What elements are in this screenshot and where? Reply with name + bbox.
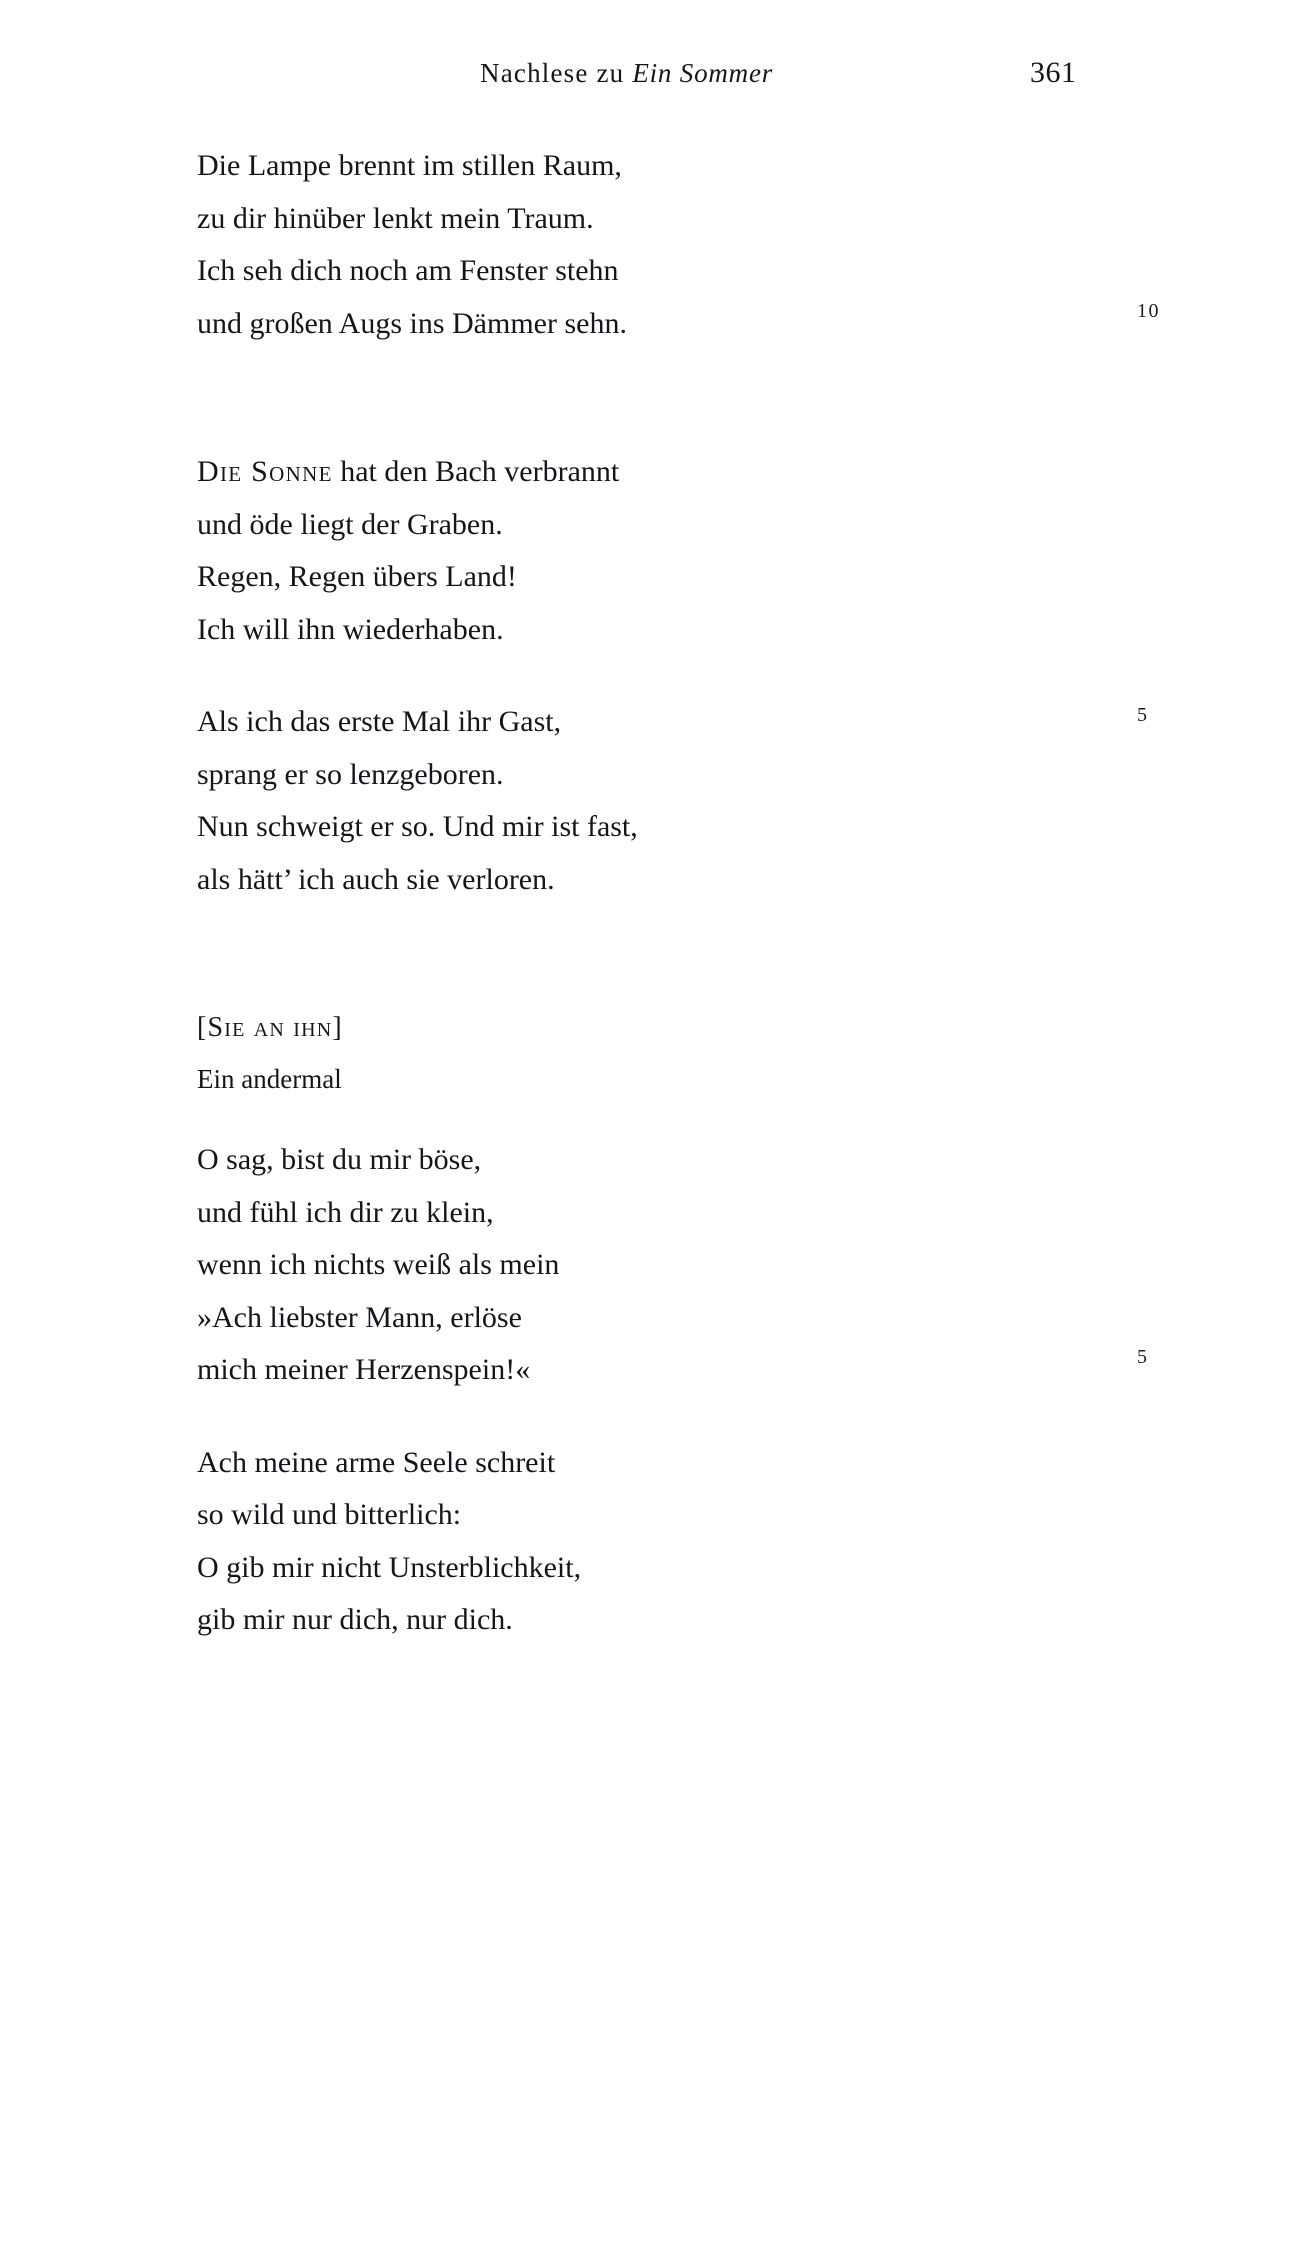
verse-line: und fühl ich dir zu klein, [197,1195,494,1229]
verse-line: O sag, bist du mir böse, [197,1143,482,1176]
verse-line: O gib mir nicht Unsterblichkeit, [197,1550,582,1584]
poem-block-3 [197,1002,1149,1647]
verse-line: Nun schweigt er so. Und mir ist fast, [197,810,638,843]
body-text [197,140,1160,1647]
stanza [197,1437,1097,1647]
verse-number: 5 [1137,704,1149,726]
verse-line: sprang er so lenzgeboren. [197,757,504,791]
verse-line: Ich seh dich noch am Fenster stehn [197,254,619,287]
stanza [197,1134,1149,1397]
verse-line: Die Lampe brennt im stillen Raum, [197,149,622,182]
poem-block-2 [197,446,1149,906]
stanza [197,140,1160,350]
verse-line: als hätt’ ich auch sie verloren. [197,862,555,896]
poem-heading-block [197,1002,1097,1104]
verse-line: wenn ich nichts weiß als mein [197,1248,560,1281]
running-head [0,58,1294,98]
poem-separator [197,906,1097,1002]
verse-line: mich meiner Herzenspein!« [197,1353,531,1386]
page-number: 361 [1030,56,1077,89]
verse-line-rest: hat den Bach verbrannt [332,455,620,488]
running-head-title [480,58,773,89]
poem-separator [197,350,1097,446]
verse-line: so wild und bitterlich: [197,1498,462,1531]
stanza [197,696,1149,906]
verse-line: gib mir nur dich, nur dich. [197,1603,513,1636]
running-head-title-plain: Nachlese zu [480,58,633,88]
verse-line-smallcaps: Die Sonne [197,455,333,488]
stanza-separator [197,1397,1097,1437]
verse-line: und großen Augs ins Dämmer sehn. [197,306,627,340]
stanza-separator [197,656,1097,696]
verse-line: und öde liegt der Graben. [197,507,503,541]
verse-number: 10 [1137,300,1160,322]
verse-line [197,446,1097,499]
poem-heading: [Sie an ihn] [197,1012,343,1043]
verse-line: Ach meine arme Seele schreit [197,1445,556,1479]
verse-line: zu dir hinüber lenkt mein Traum. [197,201,594,235]
verse-line: »Ach liebster Mann, erlöse [197,1300,522,1334]
stanza [197,446,1097,656]
verse-line: Regen, Regen übers Land! [197,560,517,593]
verse-number: 5 [1137,1346,1149,1368]
running-head-title-italic: Ein Sommer [632,58,774,88]
verse-line: Als ich das erste Mal ihr Gast, [197,705,562,738]
poem-block-1 [197,140,1160,350]
verse-line: Ich will ihn wiederhaben. [197,612,504,646]
poem-subheading: Ein andermal [197,1064,342,1094]
heading-separator [197,1104,1097,1134]
